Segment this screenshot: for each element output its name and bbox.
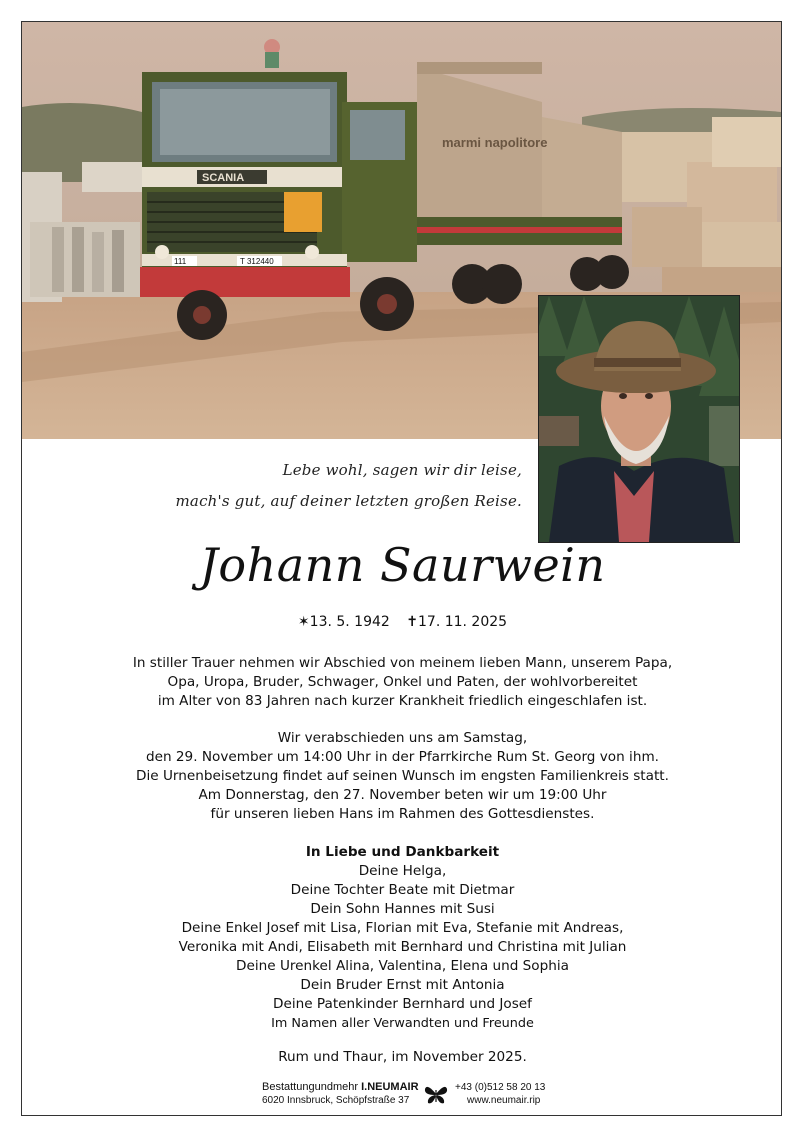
mourner-line: Deine Tochter Beate mit Dietmar xyxy=(290,882,515,898)
funeral-home-brand: Bestattungundmehr I.NEUMAIR xyxy=(262,1081,419,1093)
service-line: den 29. November um 14:00 Uhr in der Pfarrkirche Rum St. Georg von ihm. xyxy=(145,749,660,765)
mourner-line: Deine Helga, xyxy=(358,863,447,879)
truck-brand-label: SCANIA xyxy=(202,172,245,184)
cross-icon: ✝ xyxy=(406,614,418,630)
mourner-line: Deine Enkel Josef mit Lisa, Florian mit Eva, Stefanie mit Andreas, xyxy=(181,920,624,936)
mourners-list xyxy=(0,843,805,1033)
service-line: Am Donnerstag, den 27. November beten wir um 19:00 Uhr xyxy=(198,787,607,803)
mourners-closing-line: Im Namen aller Verwandten und Freunde xyxy=(271,1016,534,1031)
front-plate: T 312440 xyxy=(240,257,274,266)
life-dates xyxy=(0,614,805,630)
funeral-home-website[interactable]: www.neumair.rip xyxy=(467,1095,541,1106)
footer-right xyxy=(455,1081,545,1107)
service-line: Die Urnenbeisetzung findet auf seinen Wunsch im engsten Familienkreis statt. xyxy=(136,768,669,784)
front-plate-left: 111 xyxy=(174,257,187,266)
place-date: Rum und Thaur, im November 2025. xyxy=(278,1049,527,1065)
announcement-line: In stiller Trauer nehmen wir Abschied von meinem lieben Mann, unserem Papa, xyxy=(132,655,673,671)
marble-blocks-left xyxy=(22,162,152,302)
footer-left xyxy=(262,1081,419,1107)
mourners-heading: In Liebe und Dankbarkeit xyxy=(305,844,500,860)
service-line: Wir verabschieden uns am Samstag, xyxy=(277,730,528,746)
funeral-home-address: 6020 Innsbruck, Schöpfstraße 37 xyxy=(262,1095,410,1106)
funeral-home-footer xyxy=(0,1081,805,1111)
mourner-line: Veronika mit Andi, Elisabeth mit Bernhard und Christina mit Julian xyxy=(178,939,627,955)
death-date: ✝17. 11. 2025 xyxy=(406,614,508,630)
mourner-line: Deine Patenkinder Bernhard und Josef xyxy=(273,996,532,1012)
service-line: für unseren lieben Hans im Rahmen des Gottesdienstes. xyxy=(210,806,595,822)
verse-line-1: Lebe wohl, sagen wir dir leise, xyxy=(282,461,522,479)
portrait-photo xyxy=(538,295,740,543)
birth-date: ✶13. 5. 1942 xyxy=(297,614,390,630)
funeral-home-phone: +43 (0)512 58 20 13 xyxy=(455,1082,546,1093)
announcement-line: Opa, Uropa, Bruder, Schwager, Onkel und Paten, der wohlvorbereitet xyxy=(167,674,638,690)
verse-line-2: mach's gut, auf deiner letzten großen Reise. xyxy=(175,492,522,510)
announcement-text xyxy=(0,654,805,711)
mourner-line: Dein Bruder Ernst mit Antonia xyxy=(300,977,505,993)
service-info xyxy=(0,729,805,824)
star-icon: ✶ xyxy=(297,614,310,630)
announcement-line: im Alter von 83 Jahren nach kurzer Krankheit friedlich eingeschlafen ist. xyxy=(157,693,648,709)
trailer-company-label: marmi napolitore xyxy=(442,135,548,150)
mourner-line: Dein Sohn Hannes mit Susi xyxy=(310,901,495,917)
mourner-line: Deine Urenkel Alina, Valentina, Elena und Sophia xyxy=(236,958,569,974)
butterfly-icon xyxy=(423,1081,449,1107)
deceased-name: Johann Saurwein xyxy=(199,538,606,592)
